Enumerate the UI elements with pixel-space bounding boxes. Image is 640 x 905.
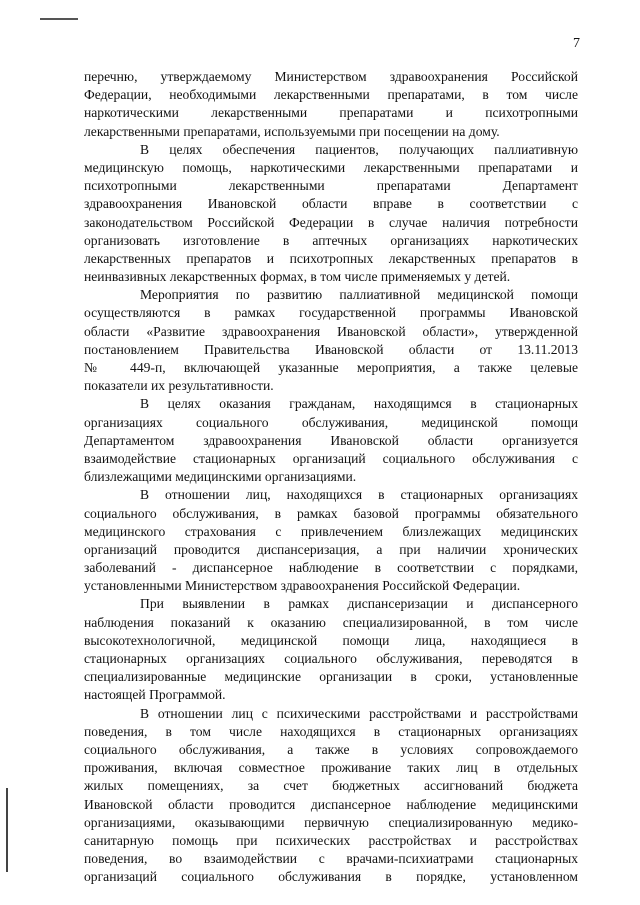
text-line: взаимодействие стационарных организаций социального обслуживания с (84, 450, 578, 466)
scan-edge-mark (6, 788, 8, 872)
text-line: В целях оказания гражданам, находящимся в стационарных (140, 396, 578, 412)
text-line: установленными Министерством здравоохранения Российской Федерации. (84, 578, 521, 594)
text-line: высокотехнологичной, медицинской помощи лица, находящиеся в (84, 632, 578, 648)
text-line: проживания, включая совместное проживание таких лиц в отдельных (84, 760, 578, 776)
text-line: перечню, утверждаемому Министерством здравоохранения Российской (84, 69, 578, 84)
text-line: лекарственными препаратами, используемыми при посещении на дому. (84, 123, 500, 139)
text-line: № 449-п, включающей указанные мероприятия, а также целевые (84, 360, 578, 375)
text-line: наркотическими лекарственными препаратами и психотропными (84, 105, 578, 121)
text-line: При выявлении в рамках диспансеризации и диспансерного (140, 596, 578, 612)
text-line: специализированные медицинские организации в сроки, установленные (84, 669, 578, 685)
text-line: В целях обеспечения пациентов, получающих паллиативную (140, 141, 578, 157)
text-line: медицинского страхования с привлечением близлежащих медицинских (84, 523, 578, 539)
text-line: настоящей Программой. (84, 687, 226, 703)
body-text (84, 68, 578, 886)
text-line: близлежащими медицинскими организациями. (84, 469, 357, 485)
text-line: Ивановской области проводится диспансерное наблюдение медицинскими (84, 796, 578, 812)
text-line: организовать изготовление в аптечных организациях наркотических (84, 232, 578, 248)
text-line: законодательством Российской Федерации в случае наличия потребности (84, 214, 578, 230)
text-line: В отношении лиц, находящихся в стационарных организациях (140, 487, 578, 503)
text-line: осуществляются в рамках государственной программы Ивановской (84, 305, 578, 321)
text-line: постановлением Правительства Ивановской области от 13.11.2013 (84, 341, 578, 357)
text-line: В отношении лиц с психическими расстройствами и расстройствами (140, 705, 578, 721)
text-line: организаций проводится диспансеризация, а при наличии хронических (84, 541, 578, 557)
text-line: заболеваний - диспансерное наблюдение в соответствии с порядками, (84, 560, 578, 576)
scan-mark (40, 18, 78, 20)
text-line: наблюдения показаний к оказанию специализированной, в том числе (84, 614, 578, 630)
text-line: здравоохранения Ивановской области вправе в соответствии с (84, 196, 578, 212)
text-line: жилых помещениях, за счет бюджетных ассигнований бюджета (84, 778, 578, 794)
text-line: медицинскую помощь, наркотическими лекарственными препаратами и (84, 159, 578, 175)
text-line: социального обслуживания, а также в условиях сопровождаемого (84, 741, 578, 757)
text-line: лекарственных препаратов и психотропных лекарственных препаратов в (84, 250, 578, 266)
text-line: области «Развитие здравоохранения Ивановской области», утвержденной (84, 323, 578, 339)
text-line: организациями, оказывающими первичную специализированную медико- (84, 814, 578, 830)
text-line: стационарных организациях социального обслуживания, переводятся в (84, 651, 578, 666)
text-line: Федерации, необходимыми лекарственными препаратами, в том числе (84, 87, 578, 103)
text-line: санитарную помощь при психических расстройствах и расстройствах (84, 832, 578, 848)
text-line: психотропными лекарственными препаратами Департамент (84, 178, 578, 194)
page-number: 7 (573, 36, 580, 51)
text-line: неинвазивных лекарственных формах, в том числе применяемых у детей. (84, 269, 511, 285)
text-line: Мероприятия по развитию паллиативной медицинской помощи (140, 287, 578, 303)
text-line: поведения, во взаимодействии с врачами-психиатрами стационарных (84, 851, 578, 867)
text-line: организаций социального обслуживания в порядке, установленном (84, 869, 578, 885)
text-line: организациях социального обслуживания, медицинской помощи (84, 414, 578, 430)
text-line: социального обслуживания, в рамках базовой программы обязательного (84, 505, 578, 521)
text-line: показатели их результативности. (84, 378, 274, 394)
text-line: Департаментом здравоохранения Ивановской области организуется (84, 432, 578, 448)
text-line: поведения, в том числе находящихся в стационарных организациях (84, 723, 578, 739)
